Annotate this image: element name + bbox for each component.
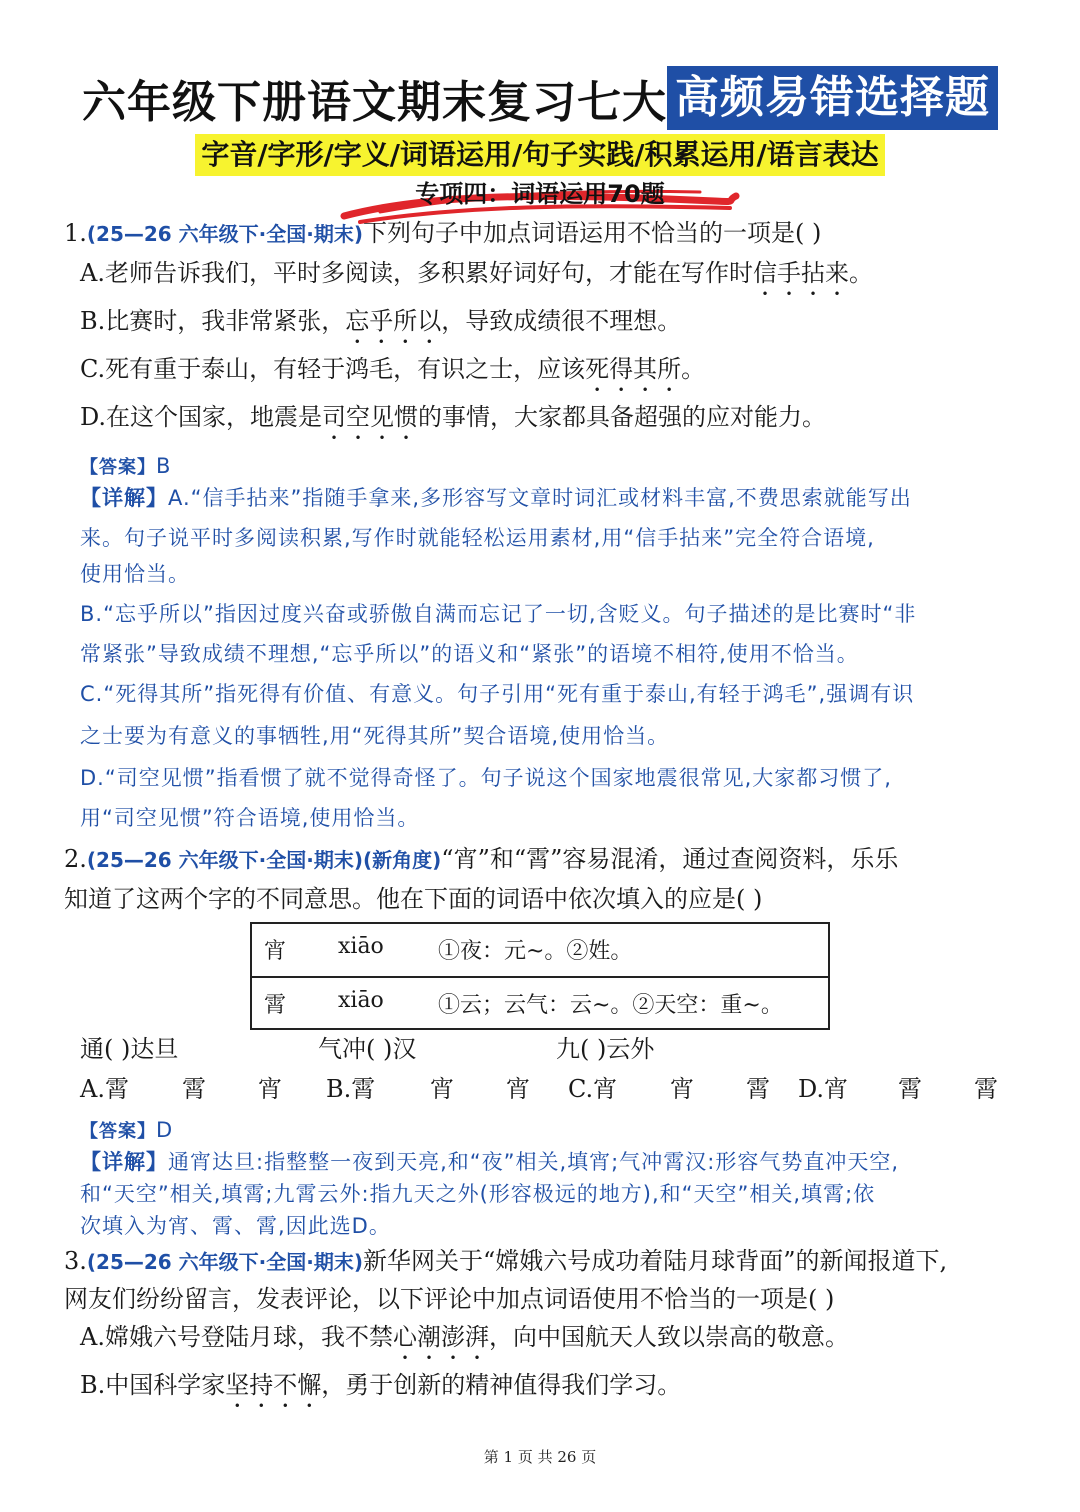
- q1-source: (25—26 六年级下·全国·期末): [86, 222, 364, 246]
- q1-option-a: [80, 256, 873, 301]
- q3-number: 3.: [64, 1247, 87, 1275]
- q1-explain-8: D.“司空见惯”指看惯了就不觉得奇怪了。句子说这个国家地震很常见,大家都习惯了,: [80, 766, 892, 790]
- table-meaning: ①云；云气：云~。②天空：重~。: [438, 993, 783, 1018]
- q1-option-d: [80, 400, 826, 445]
- q2-a-third: 宵: [258, 1075, 282, 1103]
- q1-c-end: 。: [681, 355, 706, 383]
- q3-option-b: [80, 1368, 681, 1413]
- q1-number: 1.: [64, 219, 87, 247]
- q3-stem-2: 网友们纷纷留言，发表评论，以下评论中加点词语使用不恰当的一项是( ): [64, 1285, 835, 1313]
- section-title: 专项四：词语运用70题: [415, 180, 665, 208]
- q2-blank-3: 九( )云外: [556, 1035, 655, 1063]
- q3-stem: [64, 1244, 947, 1279]
- q2-answer-value: D: [156, 1118, 174, 1142]
- table-char: 霄: [264, 993, 287, 1018]
- q2-blank-2: 气冲( )汉: [318, 1035, 417, 1063]
- q1-explain-9: 用“司空见惯”符合语境,使用恰当。: [80, 806, 420, 830]
- q1-d-text: D.在这个国家，地震是: [80, 403, 323, 431]
- q2-a-second: 霄: [182, 1075, 206, 1103]
- table-char: 宵: [264, 939, 287, 964]
- q2-c-second: 宵: [670, 1075, 694, 1103]
- subtitle: 字音/字形/字义/词语运用/句子实践/积累运用/语言表达: [195, 134, 884, 176]
- q2-option-b: B.霄: [326, 1075, 376, 1103]
- q3-b-text: B.中国科学家: [80, 1371, 226, 1399]
- q2-b-second: 宵: [430, 1075, 454, 1103]
- q1-b-dotted-word: 忘乎所以: [345, 307, 442, 335]
- q1-option-c: [80, 352, 705, 397]
- table-pinyin: xiāo: [338, 934, 384, 959]
- q1-stem: [64, 216, 821, 251]
- q2-answer-tag: 【答案】: [80, 1121, 156, 1142]
- q2-stem-text: “宵”和“霄”容易混淆，通过查阅资料，乐乐: [441, 845, 899, 873]
- q1-d-end: 的事情，大家都具备超强的应对能力。: [418, 403, 827, 431]
- q3-b-end: ，勇于创新的精神值得我们学习。: [321, 1371, 682, 1399]
- q2-option-d: D.宵: [798, 1075, 849, 1103]
- q2-d-third: 霄: [974, 1075, 998, 1103]
- q3-a-dotted-word: 心潮澎湃: [392, 1323, 489, 1351]
- table-meaning: ①夜：元~。②姓。: [438, 939, 633, 964]
- q3-b-dotted-word: 坚持不懈: [225, 1371, 322, 1399]
- q1-stem-text: 下列句子中加点词语运用不恰当的一项是( ): [363, 219, 822, 247]
- q1-b-text: B.比赛时，我非常紧张，: [80, 307, 346, 335]
- q1-explain-6: C.“死得其所”指死得有价值、有意义。句子引用“死有重于泰山,有轻于鸿毛”,强调有识: [80, 682, 915, 706]
- q2-d-second: 霄: [898, 1075, 922, 1103]
- q2-option-c: C.宵: [568, 1075, 618, 1103]
- q2-source: (25—26 六年级下·全国·期末)(新角度): [86, 848, 442, 872]
- q1-a-end: 。: [848, 259, 873, 287]
- q1-explain-1: [80, 480, 912, 516]
- q2-explain-3: 次填入为宵、霄、霄,因此选D。: [80, 1214, 391, 1238]
- q1-option-b: [80, 304, 681, 349]
- q2-explain-2: 和“天空”相关,填霄;九霄云外:指九天之外(形容极远的地方),和“天空”相关,填霄;依: [80, 1182, 876, 1206]
- table-row: [252, 924, 828, 976]
- subtitle-row: [0, 134, 1080, 176]
- q1-explain-2: 来。句子说平时多阅读积累,写作时就能轻松运用素材,用“信手拈来”完全符合语境,: [80, 526, 875, 550]
- q3-option-a: [80, 1320, 849, 1365]
- q1-a-text: A.老师告诉我们，平时多阅读，多积累好词好句，才能在写作时: [80, 259, 753, 287]
- q1-c-text: C.死有重于泰山，有轻于鸿毛，有识之士，应该: [80, 355, 586, 383]
- q3-stem-text: 新华网关于“嫦娥六号成功着陆月球背面”的新闻报道下,: [363, 1247, 948, 1275]
- q3-a-end: ，向中国航天人致以崇高的敬意。: [488, 1323, 849, 1351]
- q2-blank-1: 通( )达旦: [80, 1035, 179, 1063]
- q1-b-end: ，导致成绩很不理想。: [441, 307, 682, 335]
- q1-answer-tag: 【答案】: [80, 457, 156, 478]
- q2-b-third: 宵: [506, 1075, 530, 1103]
- q3-source: (25—26 六年级下·全国·期末): [86, 1250, 364, 1274]
- q3-a-text: A.嫦娥六号登陆月球，我不禁: [80, 1323, 393, 1351]
- q2-explain-1: [80, 1144, 899, 1180]
- q2-c-third: 霄: [746, 1075, 770, 1103]
- title-main: 六年级下册语文期末复习七大: [82, 77, 667, 128]
- q2-explain-tag: 【详解】: [80, 1150, 168, 1174]
- q1-explain-7: 之士要为有意义的事牺牲,用“死得其所”契合语境,使用恰当。: [80, 724, 670, 748]
- q1-explain-5: 常紧张”导致成绩不理想,“忘乎所以”的语义和“紧张”的语境不相符,使用不恰当。: [80, 642, 859, 666]
- page-footer: 第 1 页 共 26 页: [483, 1448, 597, 1466]
- q2-a-label: A.霄: [80, 1075, 129, 1103]
- section-row: [0, 178, 1080, 210]
- q1-explain-4: B.“忘乎所以”指因过度兴奋或骄傲自满而忘记了一切,含贬义。句子描述的是比赛时“非: [80, 602, 917, 626]
- q1-c-dotted-word: 死得其所: [585, 355, 682, 383]
- title-highlight: 高频易错选择题: [667, 66, 998, 130]
- q1-explain-3: 使用恰当。: [80, 562, 190, 586]
- q1-d-dotted-word: 司空见惯: [322, 403, 419, 431]
- q2-stem-2: 知道了这两个字的不同意思。他在下面的词语中依次填入的应是( ): [64, 885, 763, 913]
- q1-explain-text: A.“信手拈来”指随手拿来,多形容写文章时词汇或材料丰富,不费思索就能写出: [168, 486, 912, 510]
- q2-explain-text: 通宵达旦:指整整一夜到天亮,和“夜”相关,填宵;气冲霄汉:形容气势直冲天空,: [168, 1150, 900, 1174]
- q2-stem: [64, 842, 898, 877]
- page-title: [0, 66, 1080, 130]
- q1-explain-tag: 【详解】: [80, 486, 168, 510]
- q2-option-a: [80, 1072, 129, 1106]
- q2-definition-table: [250, 922, 830, 1030]
- q1-answer-value: B: [156, 454, 172, 478]
- q1-a-dotted-word: 信手拈来: [752, 259, 849, 287]
- table-row: [252, 976, 828, 1030]
- q2-number: 2.: [64, 845, 87, 873]
- table-pinyin: xiāo: [338, 988, 384, 1013]
